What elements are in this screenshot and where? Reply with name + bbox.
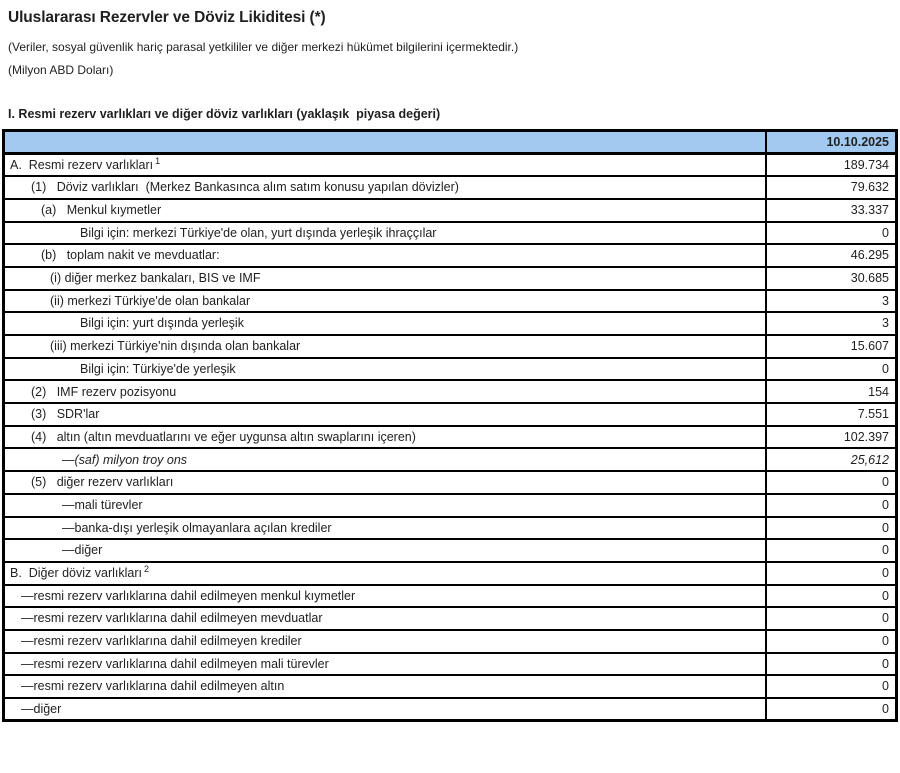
table-header-row <box>4 131 897 154</box>
row-label: —mali türevler <box>62 497 143 512</box>
unit-note: (Milyon ABD Doları) <box>8 63 114 78</box>
row-superscript: 1 <box>155 155 161 166</box>
row-label: —diğer <box>21 701 62 716</box>
table-row <box>4 448 897 471</box>
header-date-cell: 10.10.2025 <box>766 131 897 154</box>
row-label: —resmi rezerv varlıklarına dahil edilmeyen mali türevler <box>21 656 329 671</box>
row-value: 0 <box>766 539 897 562</box>
header-empty-cell <box>4 131 766 154</box>
table-row <box>4 290 897 313</box>
table-row <box>4 653 897 676</box>
row-label: (b) toplam nakit ve mevduatlar: <box>41 248 220 263</box>
table-row <box>4 358 897 381</box>
table-row <box>4 244 897 267</box>
row-value: 0 <box>766 585 897 608</box>
row-value: 102.397 <box>766 426 897 449</box>
row-label: —(saf) milyon troy ons <box>62 452 188 467</box>
coverage-note: (Veriler, sosyal güvenlik hariç parasal yetkililer ve diğer merkezi hükümet bilgilerini içermektedir.) <box>8 40 519 55</box>
table-row <box>4 267 897 290</box>
row-label: Bilgi için: Türkiye'de yerleşik <box>80 361 236 376</box>
row-label: —resmi rezerv varlıklarına dahil edilmeyen krediler <box>21 634 302 649</box>
table-row <box>4 222 897 245</box>
row-label: —banka-dışı yerleşik olmayanlara açılan krediler <box>62 520 332 535</box>
table-row <box>4 403 897 426</box>
table-row <box>4 335 897 358</box>
table-row <box>4 312 897 335</box>
table-row <box>4 630 897 653</box>
row-value: 46.295 <box>766 244 897 267</box>
row-label: Bilgi için: merkezi Türkiye'de olan, yurt dışında yerleşik ihraççılar <box>80 225 437 240</box>
row-value: 0 <box>766 630 897 653</box>
table-row <box>4 698 897 721</box>
row-value: 0 <box>766 471 897 494</box>
table-row <box>4 675 897 698</box>
row-label: (1) Döviz varlıkları (Merkez Bankasınca alım satım konusu yapılan dövizler) <box>31 180 459 195</box>
row-label: (5) diğer rezerv varlıkları <box>31 475 174 490</box>
row-value: 33.337 <box>766 199 897 222</box>
table-row <box>4 517 897 540</box>
row-label: —resmi rezerv varlıklarına dahil edilmeyen altın <box>21 679 285 694</box>
row-label: Bilgi için: yurt dışında yerleşik <box>80 316 244 331</box>
row-value: 0 <box>766 698 897 721</box>
section-title: I. Resmi rezerv varlıkları ve diğer döviz varlıkları (yaklaşık piyasa değeri) <box>8 106 441 121</box>
page-title: Uluslararası Rezervler ve Döviz Likiditesi (*) <box>8 9 326 26</box>
row-value: 189.734 <box>766 154 897 177</box>
table-row <box>4 562 897 585</box>
row-value: 15.607 <box>766 335 897 358</box>
row-label: (3) SDR'lar <box>31 407 100 422</box>
table-row <box>4 199 897 222</box>
row-label: (4) altın (altın mevduatlarını ve eğer uygunsa altın swaplarını içeren) <box>31 429 416 444</box>
table-row <box>4 426 897 449</box>
row-label: —resmi rezerv varlıklarına dahil edilmeyen menkul kıymetler <box>21 588 356 603</box>
table-row <box>4 471 897 494</box>
row-value: 154 <box>766 380 897 403</box>
table-row <box>4 585 897 608</box>
row-value: 3 <box>766 290 897 313</box>
row-label: (iii) merkezi Türkiye'nin dışında olan bankalar <box>50 339 301 354</box>
row-value: 0 <box>766 562 897 585</box>
row-value: 0 <box>766 222 897 245</box>
row-label: (i) diğer merkez bankaları, BIS ve IMF <box>50 271 261 286</box>
table-row <box>4 607 897 630</box>
row-value: 30.685 <box>766 267 897 290</box>
table-row <box>4 380 897 403</box>
reserves-table <box>2 129 898 722</box>
table-row <box>4 176 897 199</box>
row-label: (2) IMF rezerv pozisyonu <box>31 384 177 399</box>
row-value: 0 <box>766 675 897 698</box>
row-value: 0 <box>766 607 897 630</box>
row-value: 3 <box>766 312 897 335</box>
row-value: 0 <box>766 653 897 676</box>
row-label: (a) Menkul kıymetler <box>41 203 162 217</box>
row-label: —resmi rezerv varlıklarına dahil edilmeyen mevduatlar <box>21 611 323 626</box>
row-superscript: 2 <box>143 563 149 574</box>
row-label: —diğer <box>62 543 103 558</box>
table-row <box>4 539 897 562</box>
row-label: B. Diğer döviz varlıkları <box>10 566 142 580</box>
table-row <box>4 154 897 177</box>
row-value: 0 <box>766 358 897 381</box>
row-label: A. Resmi rezerv varlıkları <box>10 157 154 172</box>
row-label: (ii) merkezi Türkiye'de olan bankalar <box>50 293 251 308</box>
row-value: 7.551 <box>766 403 897 426</box>
table-row <box>4 494 897 517</box>
row-value: 0 <box>766 494 897 517</box>
row-value: 0 <box>766 517 897 540</box>
row-value: 25,612 <box>766 448 897 471</box>
table-body <box>4 154 897 721</box>
row-value: 79.632 <box>766 176 897 199</box>
